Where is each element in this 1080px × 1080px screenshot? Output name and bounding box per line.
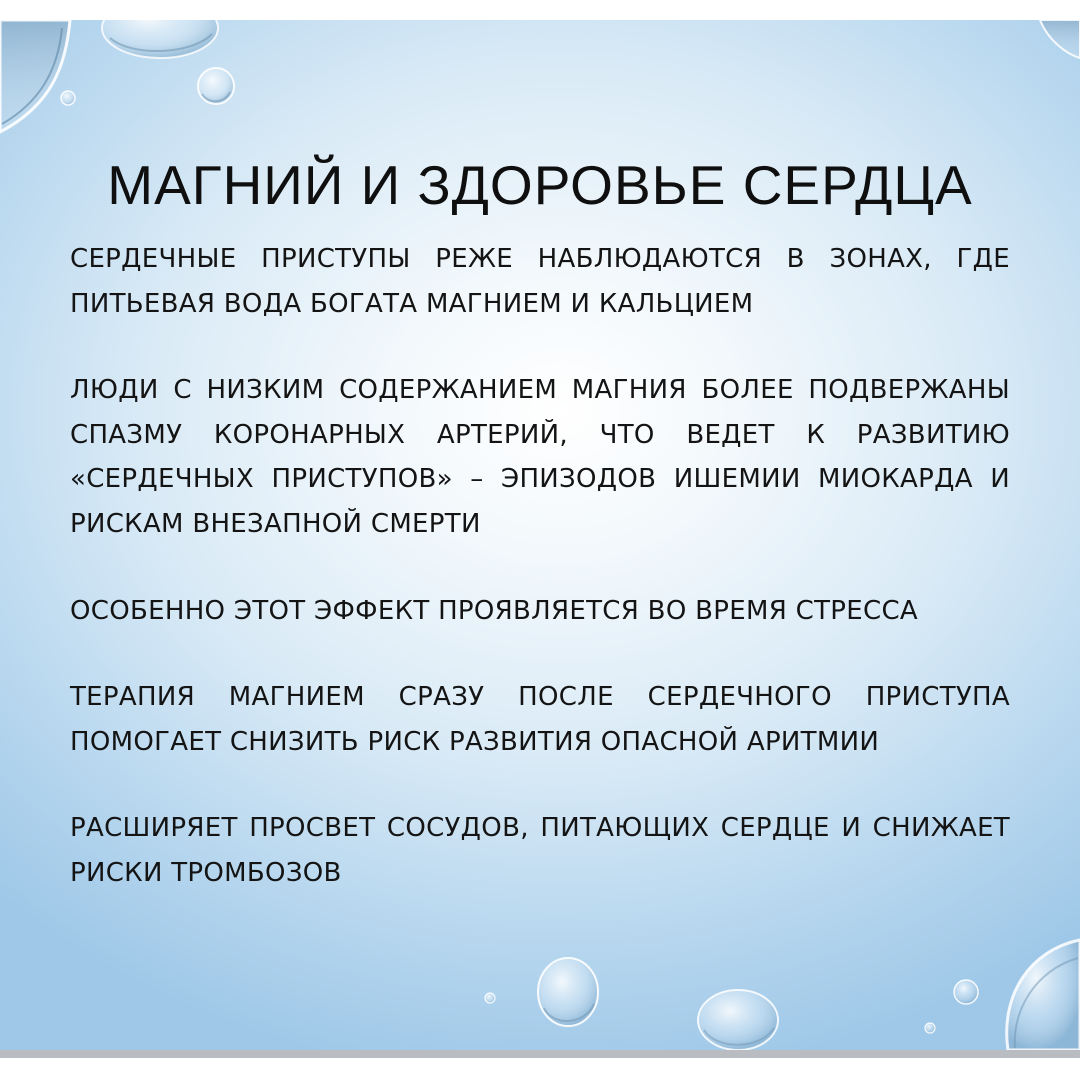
paragraph-stress-effect: ОСОБЕННО ЭТОТ ЭФФЕКТ ПРОЯВЛЯЕТСЯ ВО ВРЕМЯ СТРЕССА [70,595,918,626]
water-drop-icon [1007,940,1080,1050]
paragraph-magnesium-therapy: ТЕРАПИЯ МАГНИЕМ СРАЗУ ПОСЛЕ СЕРДЕЧНОГО ПРИСТУПА ПОМОГАЕТ СНИЗИТЬ РИСК РАЗВИТИЯ ОПАСНОЙ АРИТМИИ [70,682,1010,757]
water-drop-icon [1040,20,1080,58]
water-drop-icon [925,1023,935,1033]
water-drop-icon [198,68,234,104]
paragraph-vessel-dilation: РАСШИРЯЕТ ПРОСВЕТ СОСУДОВ, ПИТАЮЩИХ СЕРДЦЕ И СНИЖАЕТ РИСКИ ТРОМБОЗОВ [70,813,1010,888]
water-drop-icon [538,958,598,1026]
water-drop-icon [954,980,978,1004]
slide [0,20,1080,1050]
water-drop-icon [2,28,62,124]
slide-title: МАГНИЙ И ЗДОРОВЬЕ СЕРДЦА [107,154,973,216]
slide-body [70,237,1010,896]
water-drop-icon [485,993,495,1003]
water-drop-icon [0,20,70,132]
water-drop-icon [61,91,75,105]
water-drop-icon [102,20,218,58]
bottom-divider [0,1050,1080,1058]
paragraph-coronary-spasm: ЛЮДИ С НИЗКИМ СОДЕРЖАНИЕМ МАГНИЯ БОЛЕЕ ПОДВЕРЖАНЫ СПАЗМУ КОРОНАРНЫХ АРТЕРИЙ, ЧТО ВЕДЕТ К РАЗВИТИЮ «СЕРДЕЧНЫХ ПРИСТУПОВ» – ЭПИЗОДОВ ИШЕМИИ МИОКАРДА И РИСКАМ ВНЕЗАПНОЙ СМЕРТИ [70,375,1010,539]
paragraph-drinking-water: СЕРДЕЧНЫЕ ПРИСТУПЫ РЕЖЕ НАБЛЮДАЮТСЯ В ЗОНАХ, ГДЕ ПИТЬЕВАЯ ВОДА БОГАТА МАГНИЕМ И КАЛЬЦИЕМ [70,244,1010,319]
water-drop-icon [698,990,778,1050]
